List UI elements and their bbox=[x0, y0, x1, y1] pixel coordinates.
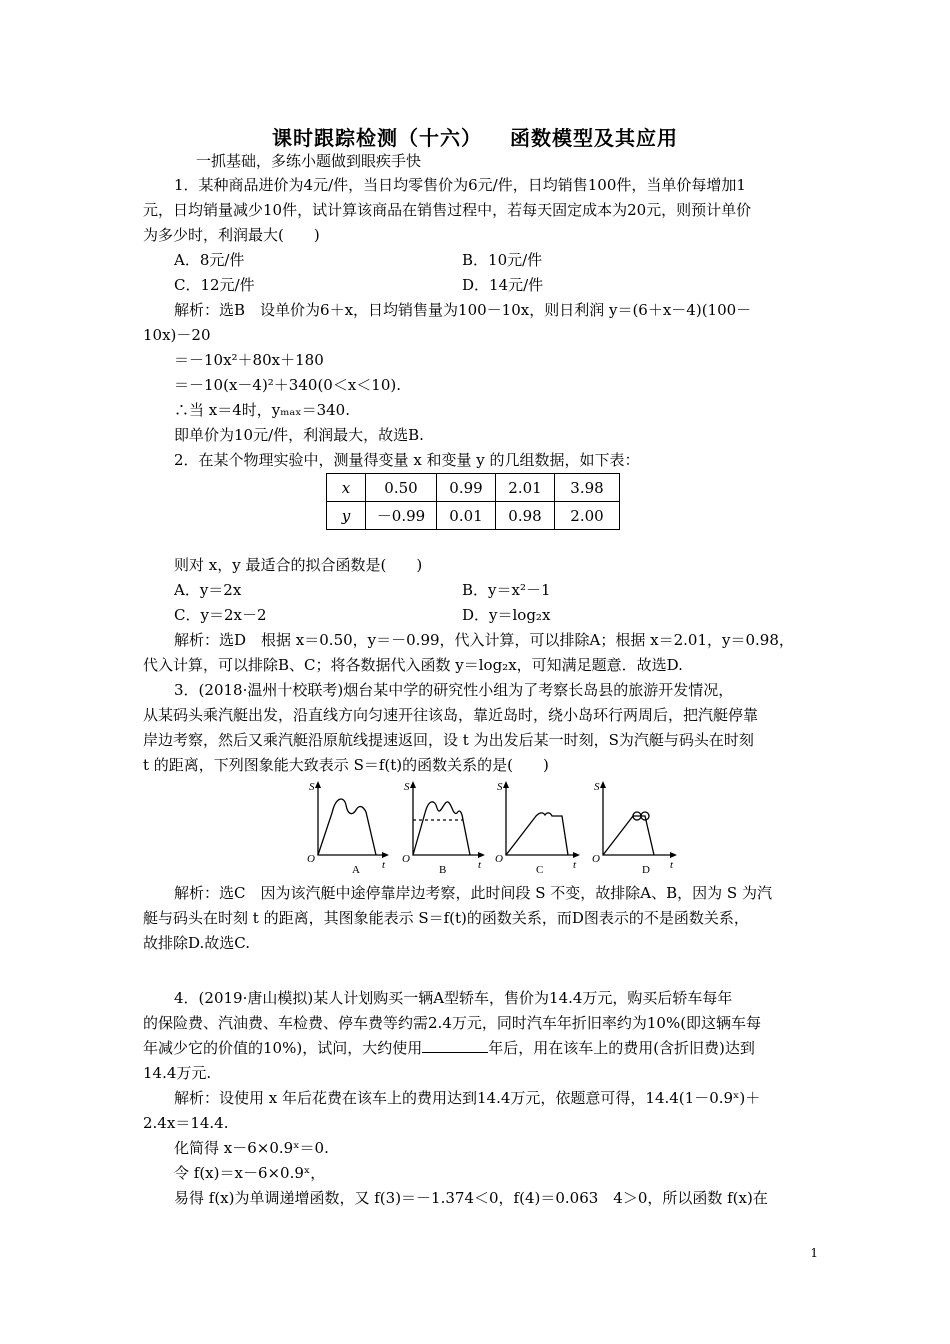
q1-option-a: A．8元/件 bbox=[174, 251, 245, 269]
q3-solution-line: 解析：选C 因为该汽艇中途停靠岸边考察，此时间段 S 不变，故排除A、B，因为 S 为汽 bbox=[174, 884, 772, 902]
table-row bbox=[327, 502, 620, 530]
q3-line: 岸边考察，然后又乘汽艇沿原航线提速返回，设 t 为出发后某一时刻，S为汽艇与码头在时刻 bbox=[143, 731, 754, 749]
q2-stem: 2．在某个物理实验中，测量得变量 x 和变量 y 的几组数据，如下表： bbox=[174, 451, 640, 469]
q2-option-d: D．y＝log₂x bbox=[462, 606, 551, 624]
table-cell: 0.99 bbox=[437, 474, 496, 502]
graph-c-label: C bbox=[536, 864, 544, 876]
graph-a-s-label: S bbox=[309, 781, 315, 793]
graph-d-curve bbox=[603, 816, 654, 855]
q4-answer-blank bbox=[422, 1038, 488, 1053]
q1-solution-line: 即单价为10元/件，利润最大，故选B. bbox=[174, 426, 424, 444]
q2-data-table bbox=[326, 473, 620, 530]
graph-d-origin: O bbox=[592, 853, 600, 865]
q4-solution-line: 化简得 x－6×0.9ˣ＝0. bbox=[174, 1139, 329, 1157]
q3-line: 从某码头乘汽艇出发，沿直线方向匀速开往该岛，靠近岛时，绕小岛环行两周后，把汽艇停靠 bbox=[143, 706, 759, 724]
q4-line3-end: 年后，用在该车上的费用(含折旧费)达到 bbox=[488, 1039, 755, 1057]
q4-line: 的保险费、汽油费、车检费、停车费等约需2.4万元，同时汽车年折旧率约为10%(即这辆车每 bbox=[143, 1014, 762, 1032]
graph-b-t-label: t bbox=[478, 859, 482, 871]
q2-option-c: C．y＝2x－2 bbox=[174, 606, 267, 624]
page-title bbox=[0, 122, 950, 151]
q1-line: 1．某种商品进价为4元/件，当日均零售价为6元/件，日均销售100件，当单价每增加1 bbox=[174, 176, 746, 194]
q3-solution-line: 故排除D.故选C. bbox=[143, 934, 250, 952]
graph-a-t-label: t bbox=[382, 859, 386, 871]
graph-c-origin: O bbox=[495, 853, 503, 865]
q4-solution-line: 令 f(x)＝x－6×0.9ˣ， bbox=[174, 1164, 326, 1182]
q2-option-b: B．y＝x²－1 bbox=[462, 581, 551, 599]
table-cell: 0.50 bbox=[366, 474, 437, 502]
q2-solution-line: 解析：选D 根据 x＝0.50，y＝－0.99，代入计算，可以排除A；根据 x＝2.01，y＝0.98， bbox=[174, 631, 794, 649]
table-cell: 2.01 bbox=[496, 474, 555, 502]
graph-c-t-label: t bbox=[573, 859, 577, 871]
table-cell: 3.98 bbox=[555, 474, 620, 502]
q2-option-a: A．y＝2x bbox=[174, 581, 242, 599]
graph-b-origin: O bbox=[402, 853, 410, 865]
graph-b-curve bbox=[413, 802, 470, 855]
q3-line: t 的距离，下列图象能大致表示 S＝f(t)的函数关系的是( ) bbox=[143, 756, 549, 774]
graph-d-label: D bbox=[642, 864, 650, 876]
q2-solution-line: 代入计算，可以排除B、C；将各数据代入函数 y＝log₂x，可知满足题意．故选D. bbox=[143, 656, 683, 674]
q1-line: 为多少时，利润最大( ) bbox=[143, 226, 320, 244]
q1-solution-line: 解析：选B 设单价为6＋x，日均销售量为100－10x，则日利润 y＝(6＋x－4)(100－ bbox=[174, 301, 752, 319]
table-cell: x bbox=[327, 474, 366, 502]
q4-line3-start: 年减少它的价值的10%)，试问，大约使用 bbox=[143, 1039, 423, 1057]
graph-b-label: B bbox=[439, 864, 447, 876]
section-heading: 一抓基础，多练小题做到眼疾手快 bbox=[196, 152, 422, 170]
table-row bbox=[327, 474, 620, 502]
graph-a-label: A bbox=[352, 864, 360, 876]
q1-solution-line: ∴当 x＝4时，yₘₐₓ＝340. bbox=[174, 401, 350, 419]
q2-question: 则对 x，y 最适合的拟合函数是( ) bbox=[174, 556, 423, 574]
table-cell: －0.99 bbox=[366, 502, 437, 530]
q4-line: 14.4万元. bbox=[143, 1064, 212, 1082]
q3-line: 3．(2018·温州十校联考)烟台某中学的研究性小组为了考察长岛县的旅游开发情况， bbox=[174, 681, 734, 699]
title-right: 函数模型及其应用 bbox=[510, 126, 678, 150]
q1-solution-line: ＝－10x²＋80x＋180 bbox=[174, 351, 324, 369]
title-left: 课时跟踪检测（十六） bbox=[272, 126, 482, 150]
table-cell: 0.01 bbox=[437, 502, 496, 530]
q1-line: 元，日均销量减少10件，试计算该商品在销售过程中，若每天固定成本为20元，则预计单价 bbox=[143, 201, 752, 219]
graph-c-axes bbox=[506, 786, 575, 855]
q1-option-d: D．14元/件 bbox=[462, 276, 544, 294]
q1-solution-line: 10x)－20 bbox=[143, 326, 211, 344]
graph-d-s-label: S bbox=[594, 781, 600, 793]
q1-option-c: C．12元/件 bbox=[174, 276, 255, 294]
graph-c-curve bbox=[506, 813, 568, 855]
graph-a-curve bbox=[318, 799, 376, 855]
q4-line: 4．(2019·唐山模拟)某人计划购买一辆A型轿车，售价为14.4万元，购买后轿车每年 bbox=[174, 989, 733, 1007]
table-cell: y bbox=[327, 502, 366, 530]
graph-d-t-label: t bbox=[670, 859, 674, 871]
q3-solution-line: 艇与码头在时刻 t 的距离，其图象能表示 S＝f(t)的函数关系，而D图表示的不是函数关系， bbox=[143, 909, 749, 927]
q1-option-b: B．10元/件 bbox=[462, 251, 543, 269]
graph-a-origin: O bbox=[307, 853, 315, 865]
graph-b-s-label: S bbox=[404, 781, 410, 793]
graph-c-s-label: S bbox=[497, 781, 503, 793]
q4-solution-line: 解析：设使用 x 年后花费在该车上的费用达到14.4万元，依题意可得，14.4(1－0.9ˣ)＋ bbox=[174, 1089, 761, 1107]
table-cell: 0.98 bbox=[496, 502, 555, 530]
q4-line bbox=[143, 1035, 808, 1061]
q4-solution-line: 2.4x＝14.4. bbox=[143, 1114, 229, 1132]
table-cell: 2.00 bbox=[555, 502, 620, 530]
q3-graph-options bbox=[300, 778, 690, 878]
q1-solution-line: ＝－10(x－4)²＋340(0＜x＜10). bbox=[174, 376, 402, 394]
q4-solution-line: 易得 f(x)为单调递增函数，又 f(3)＝－1.374＜0，f(4)＝0.063 4＞0，所以函数 f(x)在 bbox=[174, 1189, 768, 1207]
page-number: 1 bbox=[810, 1246, 818, 1260]
